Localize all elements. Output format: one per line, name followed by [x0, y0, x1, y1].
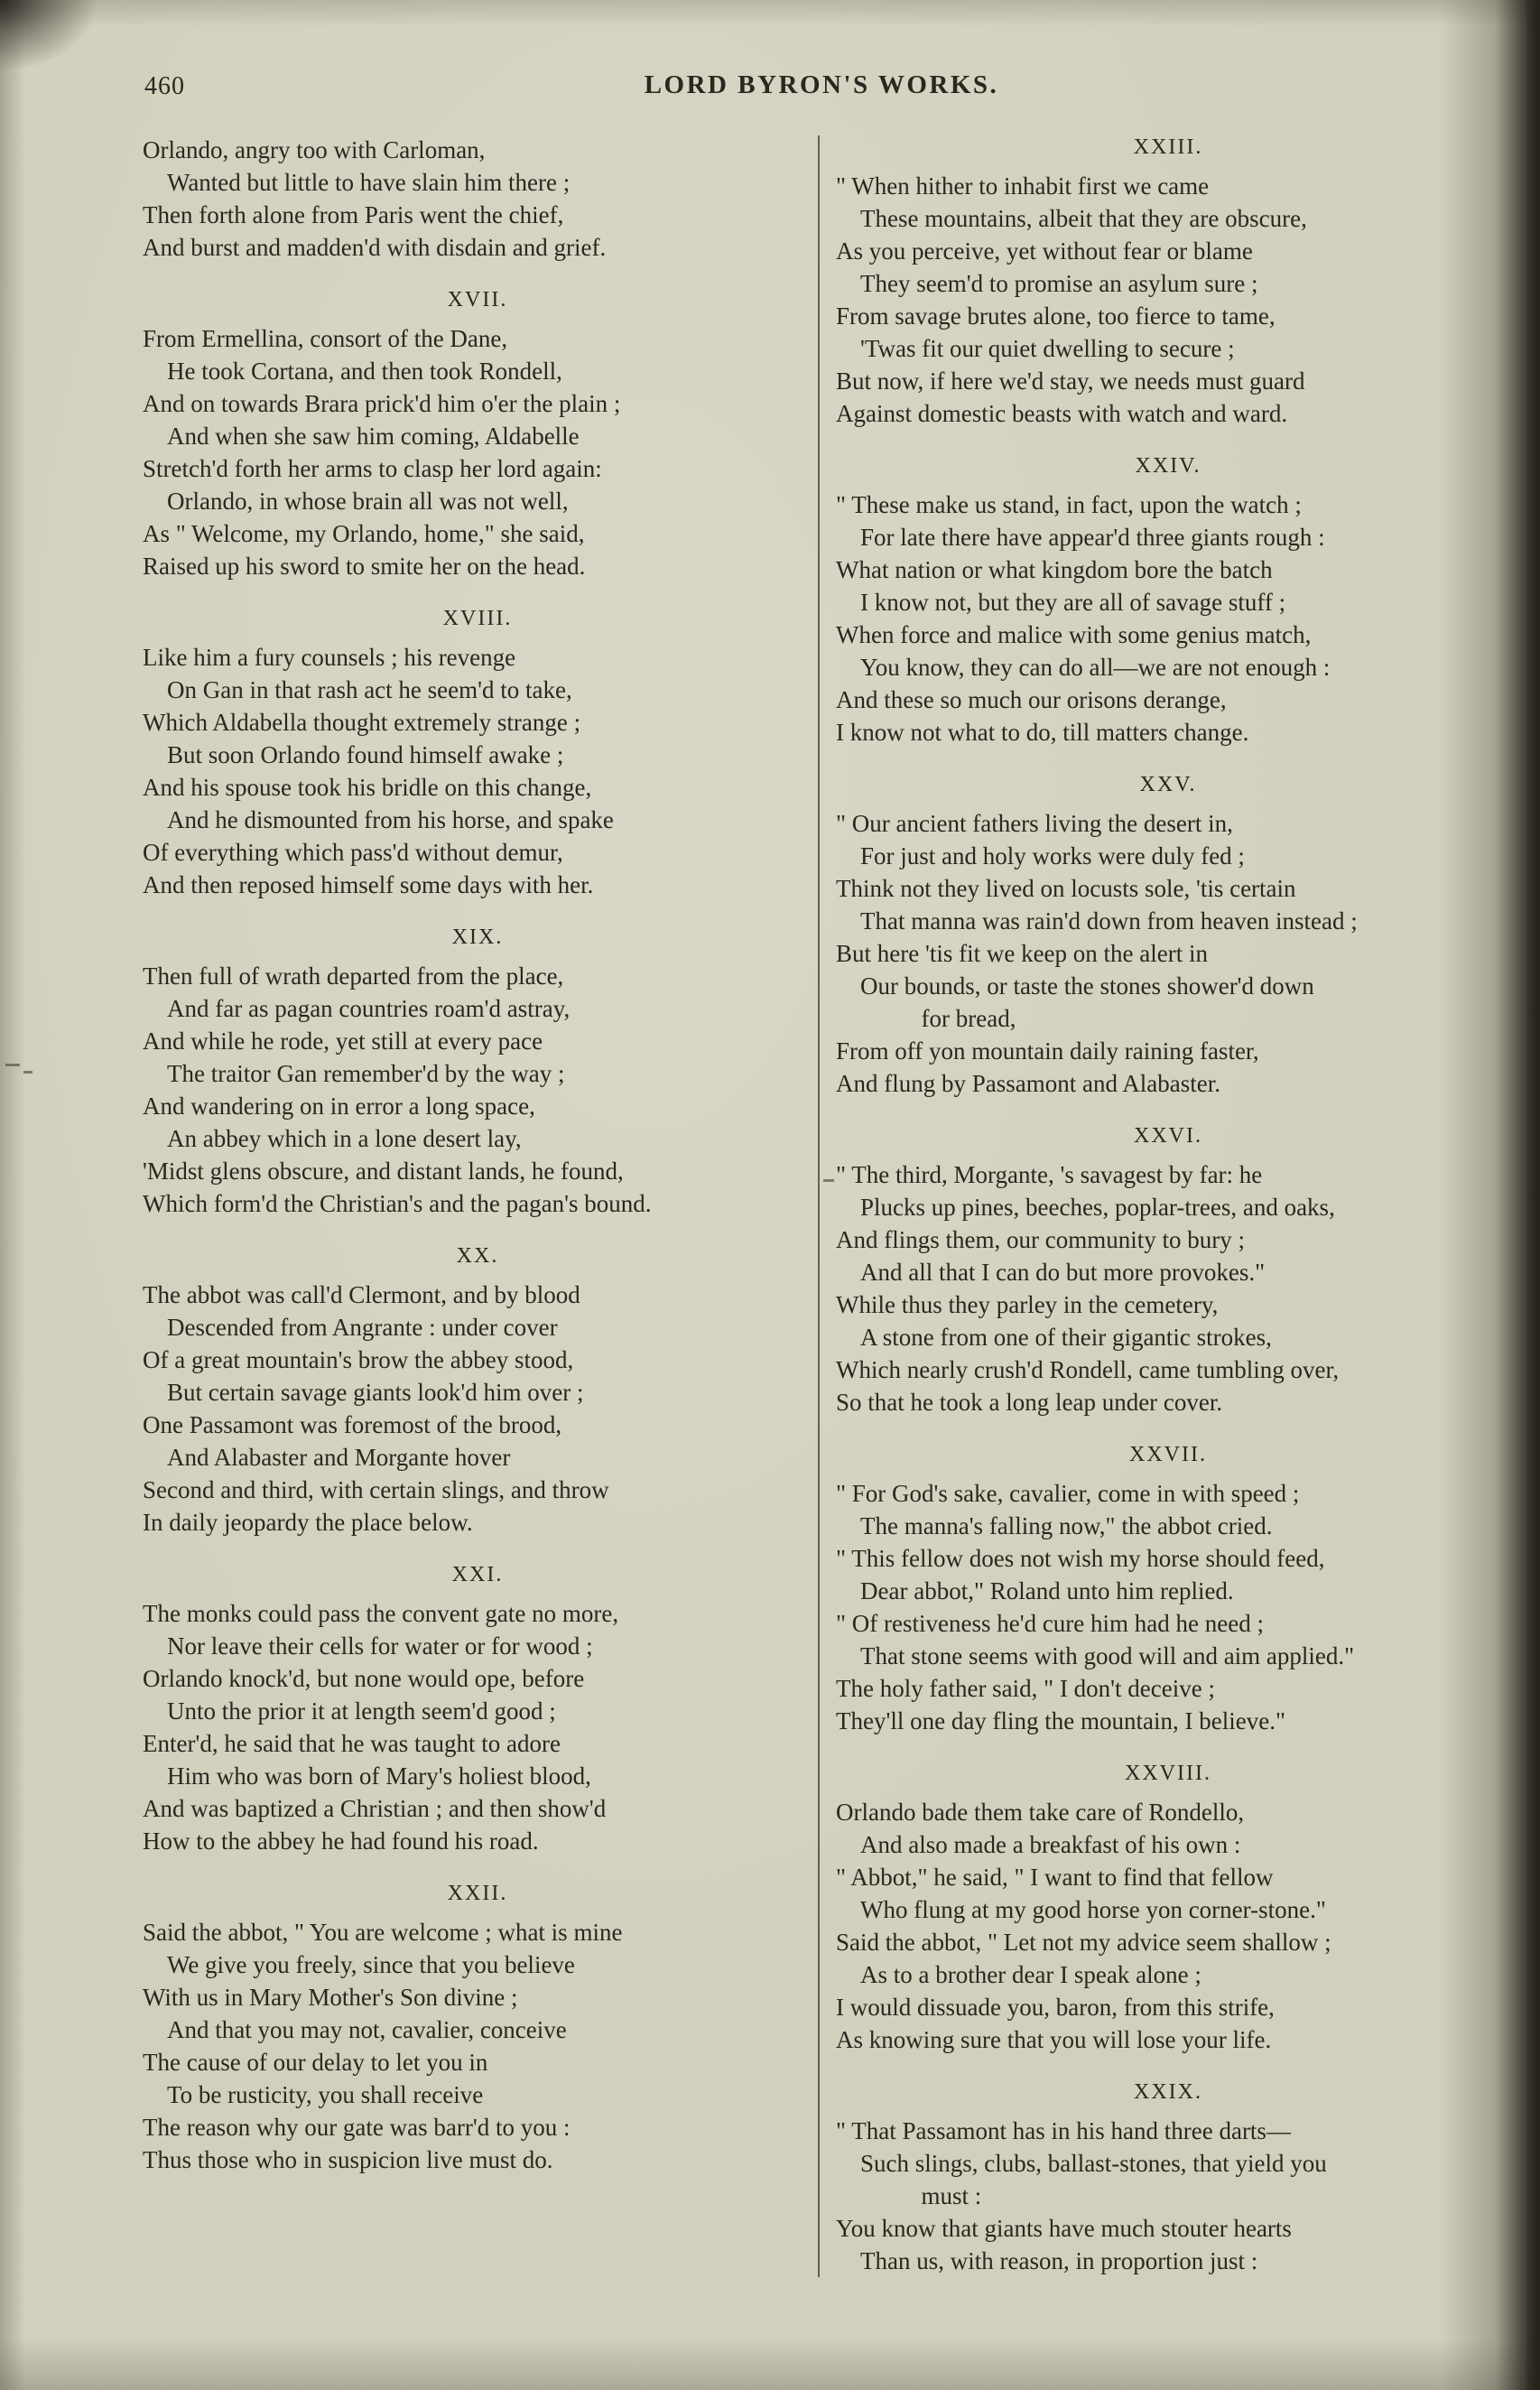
stanza	[836, 452, 1500, 749]
text-columns	[143, 134, 1500, 2277]
verse-line: And Alabaster and Morgante hover	[143, 1444, 511, 1471]
verse-line: As to a brother dear I speak alone ;	[836, 1961, 1201, 1988]
verse-line: For late there have appear'd three giants rough :	[836, 524, 1325, 551]
page-number: 460	[144, 72, 185, 100]
verse-line: " When hither to inhabit first we came	[836, 172, 1210, 200]
verse-line: Raised up his sword to smite her on the head.	[143, 553, 586, 580]
verse-line: And far as pagan countries roam'd astray,	[143, 995, 571, 1022]
stanza-heading: XXIII.	[1133, 135, 1203, 159]
verse-line: But certain savage giants look'd him over ;	[143, 1379, 584, 1406]
stanza	[143, 1561, 812, 1857]
verse-line: Nor leave their cells for water or for wood ;	[143, 1632, 593, 1660]
scan-mark	[823, 1179, 834, 1182]
column-divider-rule	[818, 135, 820, 2277]
verse-line: These mountains, albeit that they are obscure,	[836, 205, 1307, 232]
verse-line: I know not, but they are all of savage stuff ;	[836, 589, 1286, 616]
verse-line: " Abbot," he said, " I want to find that fellow	[836, 1864, 1274, 1891]
verse-line: So that he took a long leap under cover.	[836, 1389, 1223, 1416]
verse-line: Plucks up pines, beeches, poplar-trees, and oaks,	[836, 1194, 1335, 1221]
verse-line: must :	[836, 2182, 982, 2209]
verse-line: The reason why our gate was barr'd to you :	[143, 2114, 571, 2141]
verse-line: " Of restiveness he'd cure him had he need ;	[836, 1610, 1264, 1637]
scan-mark	[5, 1064, 20, 1066]
verse-line: The abbot was call'd Clermont, and by blood	[143, 1281, 580, 1308]
stanza	[836, 1441, 1500, 1737]
verse-line: They'll one day fling the mountain, I believe."	[836, 1707, 1285, 1734]
verse-line: They seem'd to promise an asylum sure ;	[836, 270, 1258, 297]
verse-line: When force and malice with some genius match,	[836, 621, 1312, 648]
verse-line: Dear abbot," Roland unto him replied.	[836, 1577, 1234, 1604]
verse-line: Who flung at my good horse yon corner-stone."	[836, 1896, 1326, 1923]
verse-line: To be rusticity, you shall receive	[143, 2081, 484, 2108]
verse-line: And flings them, our community to bury ;	[836, 1226, 1245, 1253]
stanza	[143, 605, 812, 901]
verse-line: As " Welcome, my Orlando, home," she said,	[143, 520, 585, 547]
verse-line: Said the abbot, " Let not my advice seem shallow ;	[836, 1929, 1331, 1956]
verse-line: " The third, Morgante, 's savagest by far: he	[836, 1161, 1263, 1188]
right-column	[820, 134, 1500, 2277]
verse-line: And he dismounted from his horse, and spake	[143, 806, 614, 833]
verse-line: He took Cortana, and then took Rondell,	[143, 358, 562, 385]
verse-line: Orlando, angry too with Carloman,	[143, 136, 486, 163]
stanza-heading: XXI.	[451, 1563, 504, 1586]
verse-line: Him who was born of Mary's holiest blood,	[143, 1762, 591, 1790]
verse-line: But here 'tis fit we keep on the alert in	[836, 940, 1208, 967]
scan-mark	[23, 1071, 32, 1074]
stanza	[836, 771, 1500, 1100]
verse-line: From off yon mountain daily raining faster,	[836, 1037, 1259, 1065]
verse-line: But now, if here we'd stay, we needs must guard	[836, 367, 1305, 395]
verse-line: As knowing sure that you will lose your life.	[836, 2026, 1272, 2053]
verse-line: Unto the prior it at length seem'd good ;	[143, 1697, 556, 1725]
verse-line: Enter'd, he said that he was taught to adore	[143, 1730, 561, 1757]
verse-line: And burst and madden'd with disdain and grief.	[143, 234, 607, 261]
verse-line: And when she saw him coming, Aldabelle	[143, 423, 580, 450]
verse-line: While thus they parley in the cemetery,	[836, 1291, 1219, 1318]
verse-line: " Our ancient fathers living the desert in,	[836, 810, 1233, 837]
verse-line: Orlando bade them take care of Rondello,	[836, 1799, 1245, 1826]
verse-line: Against domestic beasts with watch and ward.	[836, 400, 1288, 427]
verse-line: An abbey which in a lone desert lay,	[143, 1125, 522, 1152]
verse-line: Orlando knock'd, but none would ope, before	[143, 1665, 585, 1692]
verse-line: Such slings, clubs, ballast-stones, that yield you	[836, 2150, 1327, 2177]
verse-line: The holy father said, " I don't deceive ;	[836, 1675, 1215, 1702]
stanza-heading: XVIII.	[442, 607, 513, 630]
verse-line: " For God's sake, cavalier, come in with speed ;	[836, 1480, 1300, 1507]
verse-line: A stone from one of their gigantic strokes,	[836, 1324, 1272, 1351]
stanza	[143, 924, 812, 1220]
verse-line: From Ermellina, consort of the Dane,	[143, 325, 508, 352]
verse-line: Our bounds, or taste the stones shower'd down	[836, 972, 1314, 1000]
verse-line: We give you freely, since that you believe	[143, 1951, 575, 1978]
verse-line: The manna's falling now," the abbot cried.	[836, 1512, 1273, 1539]
verse-line: The traitor Gan remember'd by the way ;	[143, 1060, 565, 1087]
verse-line: Of everything which pass'd without demur,	[143, 839, 563, 866]
stanza-heading: XXV.	[1139, 773, 1197, 796]
verse-line: Then full of wrath departed from the place,	[143, 963, 564, 990]
verse-line: " This fellow does not wish my horse should feed,	[836, 1545, 1325, 1572]
verse-line: Thus those who in suspicion live must do.	[143, 2146, 553, 2173]
verse-line: The monks could pass the convent gate no more,	[143, 1600, 619, 1627]
verse-line: Than us, with reason, in proportion just :	[836, 2247, 1258, 2274]
verse-line: Wanted but little to have slain him there ;	[143, 169, 571, 196]
stanza-heading: XXVII.	[1129, 1443, 1207, 1466]
verse-line: 'Midst glens obscure, and distant lands, he found,	[143, 1158, 624, 1185]
verse-line: For just and holy works were duly fed ;	[836, 842, 1245, 870]
verse-line: Like him a fury counsels ; his revenge	[143, 644, 516, 671]
running-title: LORD BYRON'S WORKS.	[644, 70, 999, 99]
scan-edge-shadow	[1526, 0, 1540, 2390]
stanza-heading: XXVIII.	[1125, 1762, 1211, 1785]
stanza-heading: XXII.	[447, 1882, 508, 1905]
verse-line: Orlando, in whose brain all was not well,	[143, 488, 569, 515]
verse-line: I know not what to do, till matters change.	[836, 719, 1249, 746]
stanza	[143, 286, 812, 582]
verse-line: On Gan in that rash act he seem'd to take,	[143, 676, 572, 703]
verse-line: " That Passamont has in his hand three darts—	[836, 2117, 1291, 2144]
verse-line: Which nearly crush'd Rondell, came tumbling over,	[836, 1356, 1340, 1383]
verse-line: As you perceive, yet without fear or blame	[836, 237, 1253, 265]
stanza-heading: XXVI.	[1134, 1124, 1202, 1148]
left-column	[143, 134, 818, 2277]
stanza	[143, 1242, 812, 1539]
verse-line: 'Twas fit our quiet dwelling to secure ;	[836, 335, 1235, 362]
verse-line: How to the abbey he had found his road.	[143, 1827, 539, 1855]
stanza-heading: XVII.	[447, 288, 508, 312]
verse-line: And then reposed himself some days with her.	[143, 871, 594, 898]
verse-line: That stone seems with good will and aim applied."	[836, 1642, 1355, 1669]
verse-line: And while he rode, yet still at every pace	[143, 1028, 543, 1055]
stanza	[836, 2078, 1500, 2277]
stanza	[836, 1122, 1500, 1418]
page-header	[0, 0, 1540, 107]
verse-line: " These make us stand, in fact, upon the watch ;	[836, 491, 1302, 518]
verse-line: The cause of our delay to let you in	[143, 2049, 488, 2076]
verse-line: And was baptized a Christian ; and then show'd	[143, 1795, 607, 1822]
verse-line: Which form'd the Christian's and the pagan's bound.	[143, 1190, 652, 1217]
verse-line: And his spouse took his bridle on this change,	[143, 774, 592, 801]
verse-line: But soon Orlando found himself awake ;	[143, 741, 564, 768]
stanza	[143, 134, 812, 264]
verse-line: In daily jeopardy the place below.	[143, 1509, 473, 1536]
verse-line: Which Aldabella thought extremely strange ;	[143, 709, 581, 736]
verse-line: Of a great mountain's brow the abbey stood,	[143, 1346, 574, 1373]
verse-line: And these so much our orisons derange,	[836, 686, 1227, 713]
stanza-heading: XX.	[456, 1244, 499, 1268]
stanza-heading: XXIV.	[1135, 454, 1201, 478]
verse-line: And also made a breakfast of his own :	[836, 1831, 1241, 1858]
verse-line: And that you may not, cavalier, conceive	[143, 2016, 567, 2043]
verse-line: With us in Mary Mother's Son divine ;	[143, 1984, 518, 2011]
verse-line: And flung by Passamont and Alabaster.	[836, 1070, 1220, 1097]
verse-line: Said the abbot, " You are welcome ; what is mine	[143, 1919, 623, 1946]
stanza	[836, 134, 1500, 430]
verse-line: That manna was rain'd down from heaven instead ;	[836, 907, 1358, 935]
verse-line: Then forth alone from Paris went the chief,	[143, 201, 564, 228]
verse-line: And on towards Brara prick'd him o'er the plain ;	[143, 390, 621, 417]
verse-line: And wandering on in error a long space,	[143, 1093, 535, 1120]
verse-line: And all that I can do but more provokes."	[836, 1259, 1266, 1286]
verse-line: Second and third, with certain slings, and throw	[143, 1476, 609, 1503]
verse-line: for bread,	[836, 1005, 1016, 1032]
verse-line: Stretch'd forth her arms to clasp her lord again:	[143, 455, 602, 482]
stanza-heading: XXIX.	[1134, 2080, 1202, 2104]
verse-line: One Passamont was foremost of the brood,	[143, 1411, 562, 1438]
verse-line: Think not they lived on locusts sole, 'tis certain	[836, 875, 1296, 902]
stanza-heading: XIX.	[451, 925, 504, 949]
verse-line: What nation or what kingdom bore the batch	[836, 556, 1273, 583]
verse-line: I would dissuade you, baron, from this strife,	[836, 1994, 1275, 2021]
stanza	[836, 1760, 1500, 2056]
stanza	[143, 1880, 812, 2176]
verse-line: You know, they can do all—we are not enough :	[836, 654, 1331, 681]
verse-line: You know that giants have much stouter hearts	[836, 2215, 1292, 2242]
verse-line: Descended from Angrante : under cover	[143, 1314, 558, 1341]
verse-line: From savage brutes alone, too fierce to tame,	[836, 302, 1276, 330]
